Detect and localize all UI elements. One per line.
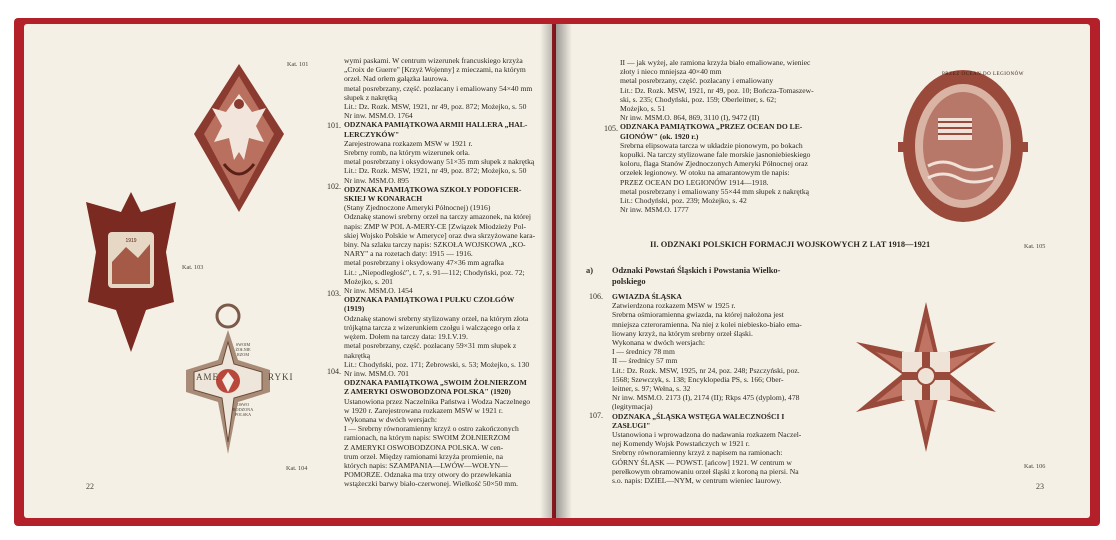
text-line: których napis: SZAMPANIA—LWÓW—WOŁYN— — [344, 460, 508, 470]
text-line: Nr inw. MSM.O. 2173 (I), 2174 (II); Rkps 475 (dyplom), 478 — [612, 393, 800, 403]
text-line: metal posrebrzany i oksydowany 51×35 mm słupek z nakrętką — [344, 157, 535, 167]
text-line: Srebrna ośmioramienna gwiazda, na której nałożona jest — [612, 310, 784, 320]
text-line: koloru, flaga Stanów Zjednoczonych Ameryki Północnej oraz — [620, 159, 808, 169]
caption-kat-101: Kat. 101 — [287, 61, 309, 68]
badge104-word: RZOM — [236, 352, 250, 357]
text-line: Srebrna elipsowata tarcza w układzie pionowym, po bokach — [620, 140, 803, 150]
text-line: orzełek legionowy. W otoku na amarantowym tle napis: — [620, 168, 790, 178]
text-line: Lit.: Dz. Rozk. MSW, 1925, nr 24, poz. 248; Pszczyński, poz. — [612, 365, 800, 375]
text-line: Lit.: Dz. Rozk. MSW, 1921, nr 49, poz. 872; Możejko, s. 50 — [344, 102, 527, 112]
badge105-inscription: PRZEZ OCEAN DO LEGIONÓW — [942, 72, 1024, 77]
book-spine-shadow — [540, 24, 572, 518]
text-line: ramionach, na którym napis: SWOIM ŻOŁNIERZOM — [344, 433, 511, 443]
text-line: biny. Na szlaku tarczy napis: SZKOŁA WOJSKOWA „KO- — [344, 240, 526, 250]
text-line: Lit.: Chodyński, poz. 171; Żebrowski, s. 53; Możejko, s. 130 — [344, 359, 530, 369]
text-line: wężem. Dołem na tarczy data: 19.I.V.19. — [344, 332, 468, 342]
badge-image-105 — [898, 66, 1028, 226]
right-text-column-top — [620, 58, 838, 214]
text-line: Lit.: „Niepodległość", t. 7, s. 91—112; Chodyński, poz. 72; — [344, 267, 525, 277]
page-number-right: 23 — [1036, 482, 1044, 491]
text-line: SKIEJ W KONARACH — [344, 194, 423, 204]
badge104-text-top — [230, 342, 256, 357]
svg-text:1919: 1919 — [125, 238, 137, 244]
badge104-ame: AME — [196, 372, 219, 382]
badge104-word: SWOIM — [235, 342, 251, 347]
text-line: 1568; Szewczyk, s. 138; Encyklopedia PS, s. 166; Ober- — [612, 374, 784, 384]
text-line: metal posrebrzany, część. pozłacany i emaliowany — [620, 76, 774, 86]
text-line: Możejko, s. 51 — [620, 104, 666, 114]
text-line: II — średnicy 57 mm — [612, 356, 678, 366]
text-line: skiej Wojsko Polskie w Ameryce] oraz dwa skrzyżowane karа- — [344, 230, 536, 240]
text-line: wstążeczki barwy biało-czerwonej. Wielkość 50×50 mm. — [344, 479, 519, 489]
left-page — [24, 24, 552, 518]
text-line: POMORZE. Odznaka ma trzy otwory do przewlekania — [344, 470, 512, 480]
text-line: Ustanowiona i wprowadzona do nadawania rozkazem Naczel- — [612, 430, 802, 440]
text-line: Lit.: Dz. Rozk. MSW, 1921, nr 49, poz. 872; Możejko, s. 50 — [344, 166, 527, 176]
text-line: Ustanowiona przez Naczelnika Państwa i Wodza Naczelnego — [344, 396, 531, 406]
right-page — [556, 24, 1090, 518]
text-line: (1919) — [344, 304, 365, 314]
entry-number: 101. — [327, 121, 341, 130]
text-line: s.o. napis: DZIEL—NYM, w centrum wieniec laurowy. — [612, 476, 782, 486]
text-line: NARY" a na rozetach daty: 1915 — 1916. — [344, 249, 473, 259]
subsection-title-line1: Odznaki Powstań Śląskich i Powstania Wielko- — [612, 266, 781, 275]
text-line: Nr inw. MSM.O. 1777 — [620, 205, 689, 215]
text-line: „Croix de Guerre" [Krzyż Wojenny] z mieczami, na którym — [344, 65, 526, 75]
text-line: kopułki. Na tarczy stylizowane fale morskie jasnoniebieskiego — [620, 150, 811, 160]
text-line: Zatwierdzona rozkazem MSW w 1925 r. — [612, 301, 736, 311]
badge-image-104 — [178, 302, 278, 464]
page-number-left: 22 — [86, 482, 94, 491]
text-line: I — Srebrny równoramienny krzyż o ostro zakończonych — [344, 424, 519, 434]
text-line: Lit.: Chodyński, poz. 239; Możejko, s. 42 — [620, 196, 747, 206]
text-line: Możejko, s. 201 — [344, 276, 393, 286]
badge104-word: OSWO — [236, 402, 250, 407]
section-heading: II. ODZNAKI POLSKICH FORMACJI WOJSKOWYCH Z LAT 1918—1921 — [650, 240, 931, 249]
text-line: Nr inw. MSM.O. 701 — [344, 368, 409, 378]
caption-kat-104: Kat. 104 — [286, 465, 308, 472]
text-line: metal posrebrzany, część. pozłacany i emaliowany 54×40 mm — [344, 83, 533, 93]
text-line: mniejsza czteroramienna. Na niej z kolei niebiesko-biało ema- — [612, 319, 802, 329]
text-line: słupek z nakrętką — [344, 92, 398, 102]
text-line: Nr inw. MSM.O. 864, 869, 3110 (I), 9472 (II) — [620, 113, 760, 123]
text-line: Nr inw. MSM.O. 895 — [344, 175, 409, 185]
text-line: nej Komendy Wojsk Powstańczych w 1921 r. — [612, 439, 750, 449]
text-line: Srebrny romb, na którym wizerunek orła. — [344, 148, 470, 158]
text-line: złoty i nieco mniejsza 40×40 mm — [620, 67, 722, 77]
text-line: metal posrebrzany, część. pozłacany 59×31 mm słupek z — [344, 341, 517, 351]
caption-kat-105: Kat. 105 — [1024, 243, 1046, 250]
text-line: w 1920 r. Zarejestrowana rozkazem MSW w 1921 r. — [344, 405, 503, 415]
text-line: ODZNAKA PAMIĄTKOWA SZKOŁY PODOFICER- — [344, 184, 522, 194]
text-line: ZASŁUGI" — [612, 420, 651, 430]
text-line: nakrętką — [344, 350, 371, 360]
text-line: ODZNAKA PAMIĄTKOWA „SWOIM ŻOŁNIERZOM — [344, 378, 527, 388]
entry-number: 103. — [327, 289, 341, 298]
left-text-column — [344, 56, 552, 489]
text-line: Z AMERYKI OSWOBODZONA POLSKA" (1920) — [344, 387, 511, 397]
text-line: II — jak wyżej, ale ramiona krzyża biało emaliowane, wieniec — [620, 58, 811, 67]
text-line: ski, s. 235; Chodyński, poz. 159; Oberleitner, s. 62; — [620, 94, 777, 104]
badge104-word: ŻOŁNIE — [235, 347, 251, 352]
text-line: Zarejestrowana rozkazem MSW w 1921 r. — [344, 138, 473, 148]
right-text-column-bottom — [612, 292, 840, 485]
badge104-word: BODZONA — [232, 407, 254, 412]
text-line: Wykonana w dwóch wersjach: — [612, 338, 705, 348]
subsection-letter: a) — [586, 266, 593, 275]
badge-image-106 — [846, 302, 1006, 452]
text-line: Odznakę stanowi srebrny orzeł na tarczy amazonek, na której — [344, 212, 532, 222]
text-line: liowany krzyż, na którym srebrny orzeł śląski. — [612, 328, 753, 338]
text-line: metal posrebrzany i oksydowany 47×36 mm agrafka — [344, 258, 504, 268]
text-line: GÓRNY ŚLĄSK — POWST. [ańcow] 1921. W centrum w — [612, 457, 792, 467]
text-line: ODZNAKA PAMIĄTKOWA I PUŁKU CZOŁGÓW — [344, 295, 515, 305]
text-line: Srebrny równoramienny krzyż z napisem na ramionach: — [612, 448, 783, 458]
caption-kat-103: Kat. 103 — [182, 264, 204, 271]
text-line: Nr inw. MSM.O. 1764 — [344, 111, 413, 121]
text-line: (legitymacja) — [612, 402, 653, 412]
entry-number: 102. — [327, 182, 341, 191]
caption-kat-106: Kat. 106 — [1024, 463, 1046, 470]
subsection-title-line2: polskiego — [612, 277, 646, 286]
text-line: Z AMERYKI OSWOBODZONA POLSKA. W cen- — [344, 442, 504, 452]
text-line: wymi paskami. W centrum wizerunek francuskiego krzyża — [344, 56, 523, 65]
text-line: GIONÓW" (ok. 1920 r.) — [620, 131, 699, 141]
entry-number: 105. — [604, 124, 618, 133]
text-line: ODZNAKA PAMIĄTKOWA „PRZEZ OCEAN DO LE- — [620, 122, 803, 132]
text-line: ODZNAKA „ŚLĄSKA WSTĘGA WALECZNOŚCI I — [612, 411, 785, 421]
badge-image-103 — [86, 192, 176, 352]
text-line: PRZEZ OCEAN DO LEGIONÓW 1914—1918. — [620, 177, 769, 187]
entry-number: 106. — [589, 292, 603, 301]
text-line: trum orzeł. Między ramionami krzyża promienie, na — [344, 451, 503, 461]
text-line: orzeł. Nad orłem gałązka laurowa. — [344, 74, 449, 84]
entry-number: 104. — [327, 367, 341, 376]
text-line: ODZNAKA PAMIĄTKOWA ARMII HALLERA „HAL- — [344, 120, 528, 130]
text-line: GWIAZDA ŚLĄSKA — [612, 292, 682, 301]
text-line: Wykonana w dwóch wersjach: — [344, 414, 437, 424]
entry-number: 107. — [589, 411, 603, 420]
text-line: I — średnicy 78 mm — [612, 347, 675, 357]
badge104-ryki: RYKI — [268, 372, 294, 382]
badge104-word: POLSKA — [234, 412, 252, 417]
badge104-text-bottom — [230, 402, 256, 417]
text-line: Nr inw. MSM.O. 1454 — [344, 286, 413, 296]
badge-image-101 — [194, 64, 284, 214]
text-line: Lit.: Dz. Rozk. MSW, 1921, nr 49, poz. 10; Bończa-Tomaszew- — [620, 85, 814, 95]
text-line: (Stany Zjednoczone Ameryki Północnej) (1916) — [344, 203, 491, 213]
text-line: napis: ZMP W POL A-MERY-CE [Związek Młodzieży Pol- — [344, 221, 527, 231]
text-line: leitner, s. 97; Wełna, s. 32 — [612, 384, 691, 394]
text-line: metal posrebrzany i emaliowany 55×44 mm słupek z nakrętką — [620, 186, 810, 196]
text-line: LERCZYKÓW" — [344, 129, 400, 139]
text-line: perełkowym obramowaniu orzeł śląski z koroną na piersi. Na — [612, 466, 799, 476]
text-line: Odznakę stanowi srebrny stylizowany orzeł, na którym złota — [344, 313, 529, 323]
text-line: trójkątna tarcza z wizerunkiem czołgu i walczącego orła z — [344, 322, 521, 332]
